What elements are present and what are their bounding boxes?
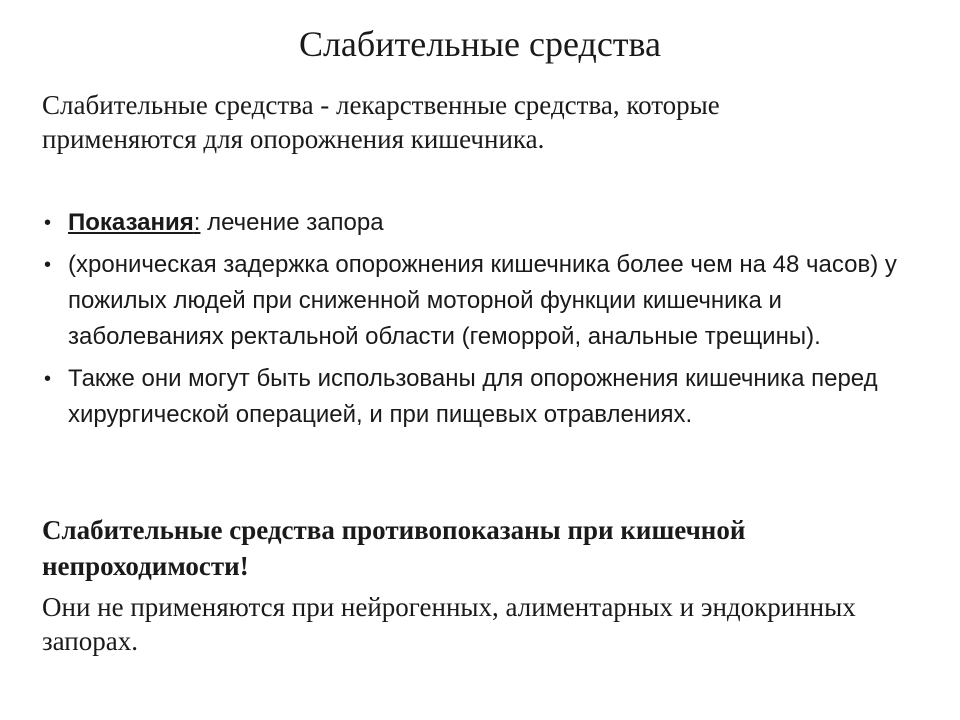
bullet-text: Также они могут быть использованы для опорожнения кишечника перед хирургической операцией, и при пищевых отравлениях. [68,365,878,428]
bullet-dot-icon: • [44,368,52,390]
bullet-text: (хроническая задержка опорожнения кишечника более чем на 48 часов) у пожилых людей при сниженной моторной функции кишечника и заболеваниях ректальной области (геморрой, анальные трещины). [68,251,897,350]
definition-paragraph: Слабительные средства - лекарственные средства, которые применяются для опорожнения кишечника. [42,90,720,154]
bullet-list [42,205,922,439]
slide-title: Слабительные средства [298,24,662,64]
contraindication-warning: Слабительные средства противопоказаны при кишечной непроходимости! [42,515,746,581]
exclusion-note: Они не применяются при нейрогенных, алиментарных и эндокринных запорах. [42,592,856,656]
bullet-dot-icon: • [44,254,52,276]
indications-label: Показания: [68,209,201,236]
bullet-item-indications [42,205,922,241]
bullet-item-surgery [42,361,922,433]
bullet-item-chronic [42,247,922,355]
indications-text: лечение запора [200,209,384,236]
bullet-dot-icon: • [44,212,52,234]
